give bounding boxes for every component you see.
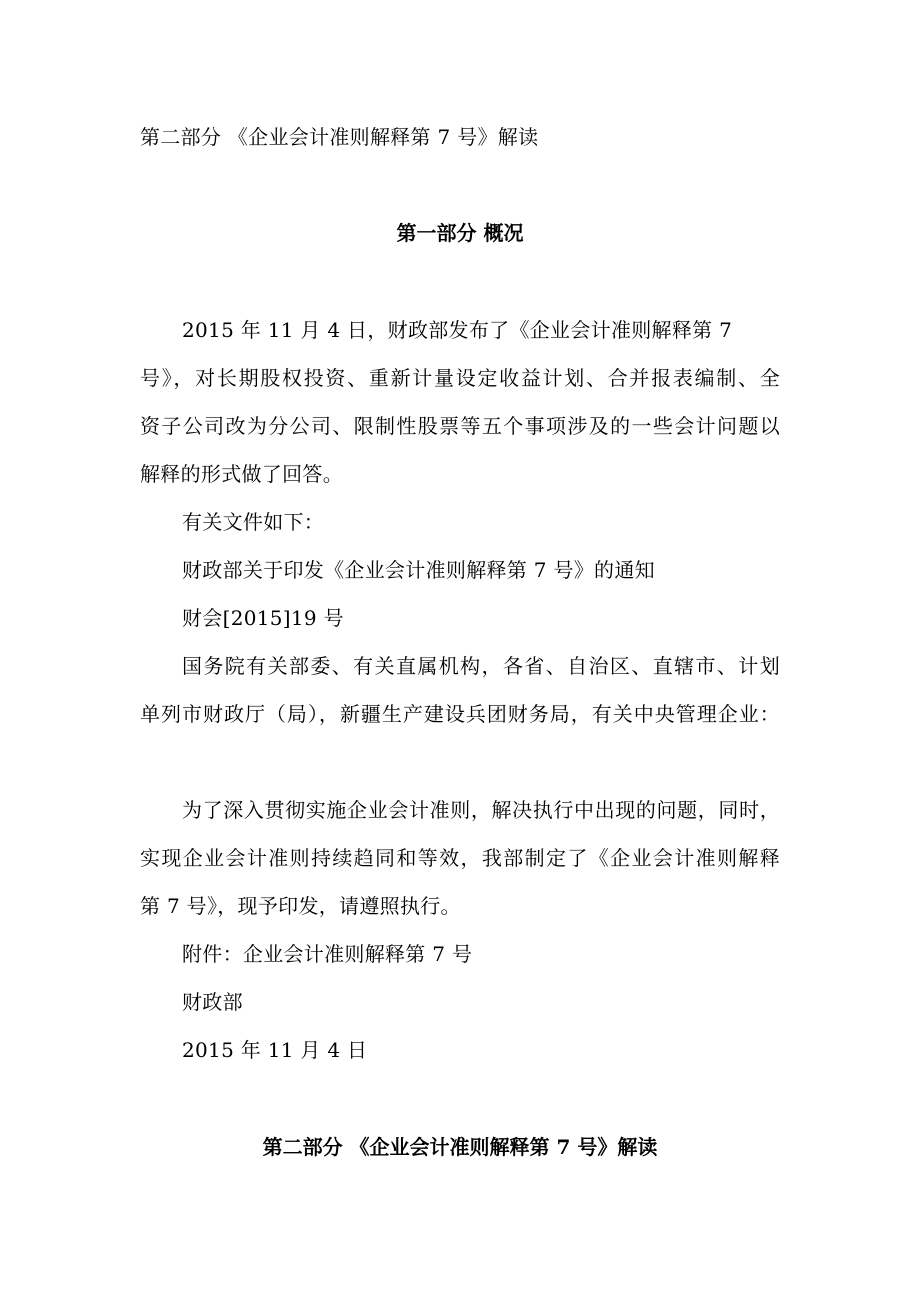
section-1-heading: 第一部分 概况 xyxy=(396,221,524,245)
paragraph-1-line-4: 解释的形式做了回答。 xyxy=(140,462,343,486)
notice-number: 财会[2015]19 号 xyxy=(182,606,344,630)
signature-line: 财政部 xyxy=(182,990,243,1014)
files-intro: 有关文件如下： xyxy=(182,510,325,534)
body-line-3: 第 7 号》，现予印发，请遵照执行。 xyxy=(140,894,461,918)
body-line-1: 为了深入贯彻实施企业会计准则，解决执行中出现的问题，同时， xyxy=(182,798,780,822)
date-line: 2015 年 11 月 4 日 xyxy=(182,1038,368,1062)
paragraph-1-line-3: 资子公司改为分公司、限制性股票等五个事项涉及的一些会计问题以 xyxy=(140,414,780,438)
addressees-line-2: 单列市财政厅（局），新疆生产建设兵团财务局，有关中央管理企业： xyxy=(140,702,780,726)
top-title-line: 第二部分 《企业会计准则解释第 7 号》解读 xyxy=(140,125,539,149)
notice-title: 财政部关于印发《企业会计准则解释第 7 号》的通知 xyxy=(182,558,655,582)
body-line-2: 实现企业会计准则持续趋同和等效，我部制定了《企业会计准则解释 xyxy=(140,846,780,870)
attachment-line: 附件：企业会计准则解释第 7 号 xyxy=(182,942,473,966)
paragraph-1-line-2: 号》，对长期股权投资、重新计量设定收益计划、合并报表编制、全 xyxy=(140,366,780,390)
paragraph-1-line-1: 2015 年 11 月 4 日，财政部发布了《企业会计准则解释第 7 xyxy=(182,318,733,342)
addressees-line-1: 国务院有关部委、有关直属机构，各省、自治区、直辖市、计划 xyxy=(182,654,780,678)
section-2-heading: 第二部分 《企业会计准则解释第 7 号》解读 xyxy=(262,1135,658,1159)
